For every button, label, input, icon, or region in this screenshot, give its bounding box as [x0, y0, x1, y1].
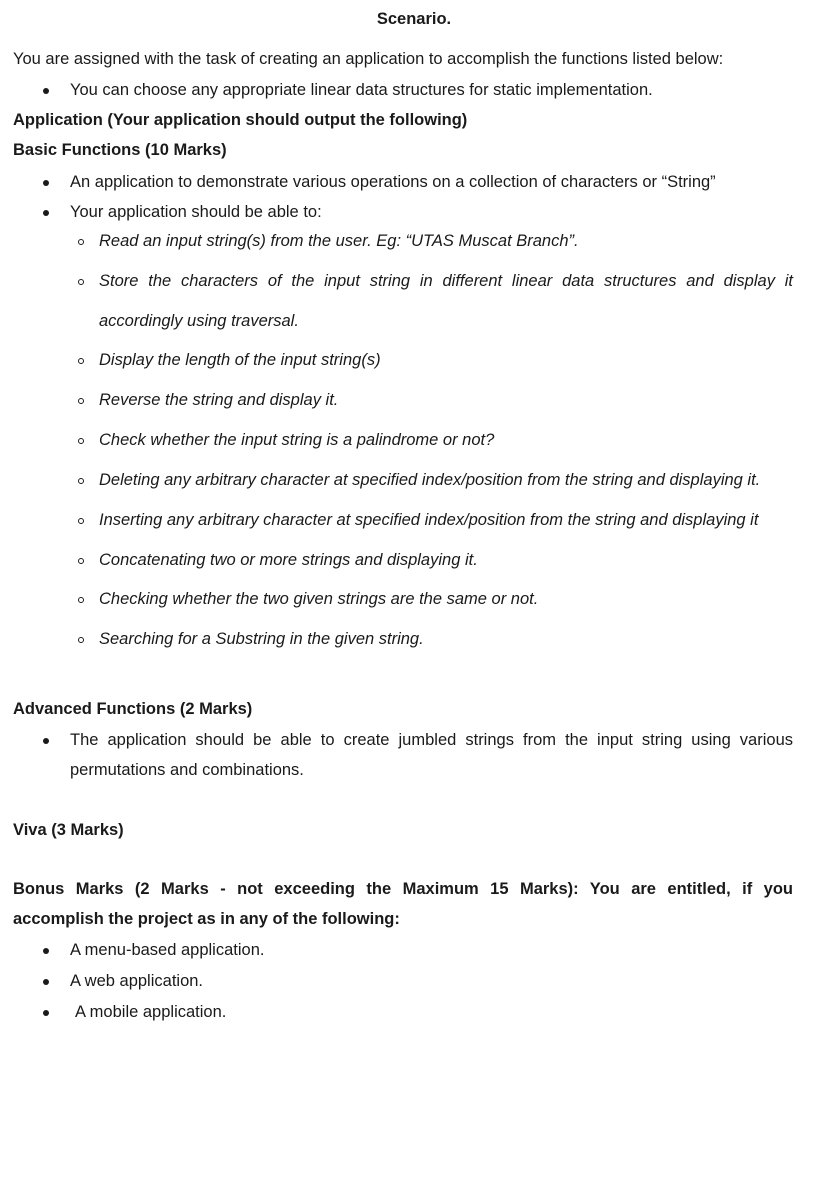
- bullet-icon: [43, 979, 49, 985]
- basic-bullet-text: Your application should be able to:: [70, 203, 322, 221]
- sub-item: Display the length of the input string(s): [99, 351, 381, 369]
- application-heading: Application (Your application should output the following): [13, 111, 468, 129]
- bonus-bullet-text: A mobile application.: [75, 1003, 227, 1021]
- intro-bullet-text: You can choose any appropriate linear data structures for static implementation.: [70, 81, 653, 99]
- hollow-bullet-icon: [78, 398, 84, 404]
- sub-item: Check whether the input string is a palindrome or not?: [99, 431, 495, 449]
- bullet-icon: [43, 180, 49, 186]
- bullet-icon: [43, 88, 49, 94]
- sub-item-continuation: accordingly using traversal.: [99, 312, 299, 330]
- sub-item: Deleting any arbitrary character at specified index/position from the string and displaying it.: [99, 471, 761, 489]
- hollow-bullet-icon: [78, 358, 84, 364]
- bullet-icon: [43, 738, 49, 744]
- hollow-bullet-icon: [78, 478, 84, 484]
- bonus-bullet-text: A web application.: [70, 972, 204, 990]
- document-title: Scenario.: [376, 10, 452, 28]
- sub-item: Read an input string(s) from the user. Eg: “UTAS Muscat Branch”.: [99, 232, 579, 250]
- sub-item: Reverse the string and display it.: [99, 391, 339, 409]
- hollow-bullet-icon: [78, 597, 84, 603]
- hollow-bullet-icon: [78, 558, 84, 564]
- viva-heading: Viva (3 Marks): [13, 821, 124, 839]
- advanced-functions-heading: Advanced Functions (2 Marks): [13, 700, 253, 718]
- intro-paragraph: You are assigned with the task of creating an application to accomplish the functions listed below:: [13, 50, 724, 68]
- hollow-bullet-icon: [78, 518, 84, 524]
- sub-item: Inserting any arbitrary character at specified index/position from the string and displaying it: [99, 511, 759, 529]
- advanced-bullet-continuation: permutations and combinations.: [70, 761, 304, 779]
- hollow-bullet-icon: [78, 438, 84, 444]
- hollow-bullet-icon: [78, 239, 84, 245]
- basic-functions-heading: Basic Functions (10 Marks): [13, 141, 227, 159]
- hollow-bullet-icon: [78, 637, 84, 643]
- bullet-icon: [43, 1010, 49, 1016]
- sub-item: Searching for a Substring in the given string.: [99, 630, 424, 648]
- sub-item: Checking whether the two given strings are the same or not.: [99, 590, 539, 608]
- bonus-bullet-text: A menu-based application.: [70, 941, 265, 959]
- bullet-icon: [43, 210, 49, 216]
- sub-item: Concatenating two or more strings and displaying it.: [99, 551, 478, 569]
- advanced-bullet-text: The application should be able to create jumbled strings from the input string using various: [70, 731, 793, 749]
- bonus-heading-continuation: accomplish the project as in any of the following:: [13, 910, 400, 928]
- hollow-bullet-icon: [78, 279, 84, 285]
- sub-item: Store the characters of the input string in different linear data structures and display it: [99, 272, 793, 290]
- bullet-icon: [43, 948, 49, 954]
- basic-bullet-text: An application to demonstrate various operations on a collection of characters or “String”: [70, 173, 716, 191]
- bonus-heading: Bonus Marks (2 Marks - not exceeding the Maximum 15 Marks): You are entitled, if you: [13, 880, 793, 898]
